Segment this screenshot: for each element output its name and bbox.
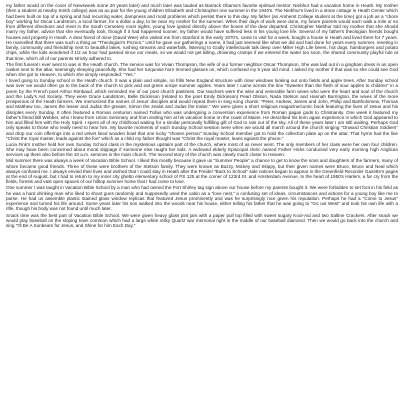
document-body bbox=[6, 3, 398, 229]
paragraph-3: I loved going to Sunday school in the Heath church. It was a plain and simple, no frills New England structure with clear windows looking out onto fields and apple trees. After Sunday school was over we would often go to the back of the church to pick and eat green unripe summer apples. Years later I came across the line "Sweeter than the flesh of sour apples to children" in a poem by the French poet Arthur Rimbaud, which reminded me of our post church pastimes. Our teachers were the wise and venerable farm wives who were the heart and soul of the church and the Lady's Aid Society. They were Grace Landstrom, Belle Dickinson (related to the poet Emily Dickinson) Pearl Olsson, Nada Stetson and Hannah Burrington, the wives of the more prosperous of the Heath farmers. We memorized the names of Jesus' disciples and would repeat them in sing song chants: "Peter, Andrew, James and John, Philip and Bartholomew, Thomas and Matthew too, James the lesser and Judas the greater, Simon the zealot and Judas the traitor." We were given a short religious magazine/comic book featuring the lives of Jesus and his disciples every Sunday. It often featured a Roman centurion named Tullus who was undergoing a conversion experience from Roman pagan gods to Christianity. One week it featured my father's friend Bill Webber, who I knew from Union Seminary and from visiting him at his vacation home on the coast of Maine. He described his born again experience in which God appeared to him and filled him with the Holy Spirit. I spent all of my childhood waiting for a similar personally fulfilling gift of God to rain out of the sky. All of these years later I am still waiting. Perhaps God only speaks to those who really need to hear him. My favorite moments of each Sunday School session were when we would all march around the church singing "Onward Christian Soldiers" and drop our coin offerings into a red velvet lined wooden bowl that one lucky "chosen person" Sunday School member got to hold the collection plate up on the altar. That hymn had the line "Christ the royal master, leads against the foe" which as a child my father thought was "Christ the royal master, leans against the phone." bbox=[6, 78, 398, 141]
paragraph-5: Mid summer there was always a week of Vacation Bible School. I liked this mostly because it gave us "Summer People" a chance to get to know the sons and daughters of the farmers, many of whom became good friends. Three of these were brothers of the Stetson family. They were known as Buzzy, Mickey and Skippy, but their given names were Bruce, Bruce and Neal which always confused me. I always envied their lives and wished that I could stay in Heath after the Freidel "Back to School" sale notices began to appear in the Greenfield Recorder Gazette's pages at the end of August, but I had to return to my inner city ghetto elementary school of PS 125 at the corner of 123rd St. and Amsterdam Avenue. In the heart of 1950's Harlem, a far cry from the fields, forests and vast open spaces of our hilltop summer home that I had come to love. bbox=[6, 158, 398, 185]
paragraph-6: One summer I was taught in Vacation Bible School by a man who had owned the Fort Shirley tag sign above our house before my parents bought it. We were forbidden to set foot in his field as he was a hard drinking man who liked to shoot guns randomly and supposedly used the cabin as a "love nest," a confusing set of ideas, circumstances and actions for a young boy like me to parse. He had us assemble plastic stained glass window replicas that featured Jesus prominently and was he surprisingly nice given his reputation. Perhaps he had a "Come to Jesus" experience and turned his life around. Some years later his son walked into the woods near his house, either telling his father that he was going to "Go out West" and took his own life with a rifle, though his body was not found until much later. bbox=[6, 185, 398, 212]
paragraph-1: my father would on the cover of Newsweek some 20 years later) and much later was lauded as Barrack Obama's favorite spiritual mentor. Niebhur had a vacation home in Heath. My mother (then a student at nearby Smith college) was as au pair for the young children Elisabeth and Christopher one summer in the 1940's. The Niebhur's lived in a stone cottage in Heath Center which had been built on top of a spring and had recurring water, dampness and mold problems which persist there to this day. My father (an Amherst College student at the time) got a job as a "chore boy" working for Oscar Landstrom, a local farmer, for a dollar a day, to be near my mother for the summer. When their days of work were done, my future parents would each walk a mile or so from different directions and meet in the South Cemetery most nights, young love ignited directly above the bones of the dear departed. Christopher Niebhur told my mother that she should marry my father, advice that she eventually took, though if it had happened sooner, my father would have suffered less in his young love life. Several of my father's theologian friends bought houses and property in Heath. A dear friend of mine (David Wee) who visited me from Stanford in the early 1970's, came to visit for a week, bought a house in Heath and lived there for 7 years. He marvelled that there was such a thing as "Theologian's Picnics." Until he gave our gatherings a name, it had just seemed like what we did and had done for years every summer, meeting in family, community and friendship next to beautiful lakes, rushing streams and waterfalls, listening to Godly intellectuals talk deep over Miller High Life beers, hot dogs, hamburgers and potato chips, while the kids wondered if 1/2 an hour had passed since our meals, so we would not get killing, drowning cramps if we entered the water too soon, the shared community playful rule at that time, which all of our parents strictly adhered to. bbox=[6, 3, 398, 61]
paragraph-4: Lucia Fink's mother held her own Sunday School class in the mysterious upstairs part of the church, where most of us never went. The only members of her class were her own four children. She may have been concerned about moral slippage if someone else taught her kids. A widowed elderly Episcopal cleric named Father Hicks conducted very early morning high Anglican services up there also before the 10 a.m. services in the main church. The second story of the church was clearly much closer to Heaven. bbox=[6, 141, 398, 158]
paragraph-2: The first funeral I ever went to was in the Heath church. The service was for Vivian Thompson, the wife of our former neighbor Oscar Thompson. She was laid out in a gingham dress in an open casket next to the altar, seemingly sleeping peacefully. She had her turquoise horn rimmed glasses on, which confused my 5 year old mind. I asked my mother if that was so she could see God when she got to Heaven, to which she simply responded: "Yes." bbox=[6, 61, 398, 78]
paragraph-7: Snack time was the best part of Vacation Bible School. We were given heavy glass pint jars with a paper pull top filled with sweet sugary Kool-Aid and two Saltine Crackers. After snack we would play baseball on the sloping town common which had a large white milky Quartz war memorial right in the middle of our baseball diamond. Then we would go back into the church and sing "I'll Be A Sunbeam for Jesus, and Shine for him Each Day." bbox=[6, 212, 398, 229]
